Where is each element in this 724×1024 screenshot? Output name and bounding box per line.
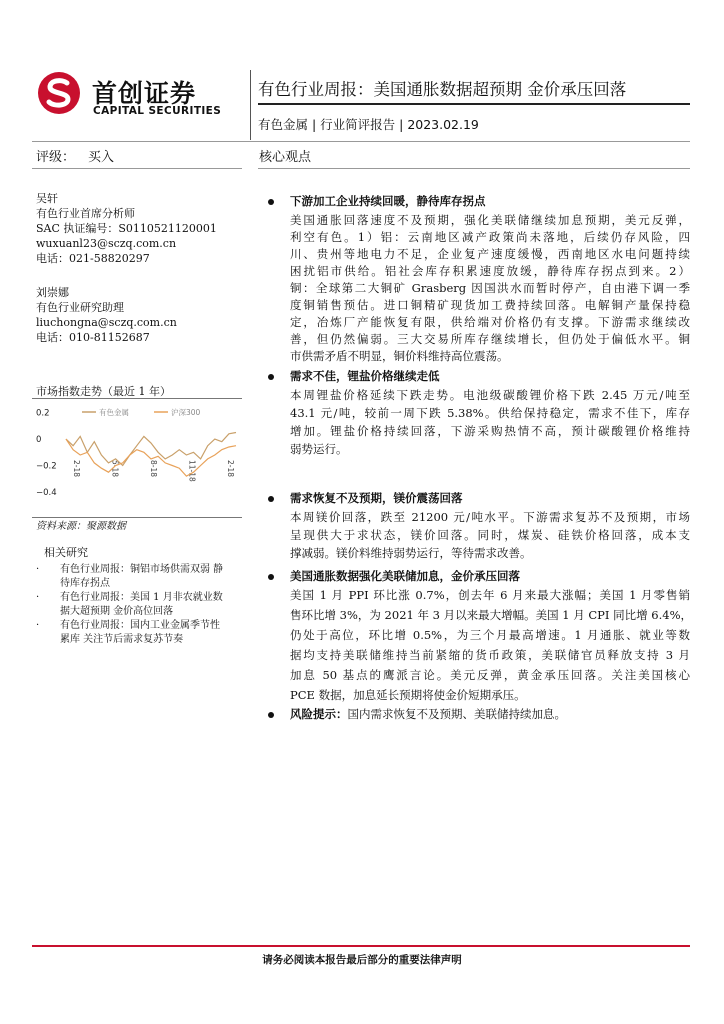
section-line: PCE 数据，加息延长预期将使金价短期承压。 — [290, 688, 526, 702]
analyst-name: 刘崇娜 — [36, 286, 69, 299]
analyst-email[interactable]: wuxuanl23@sczq.com.cn — [36, 237, 177, 250]
section-line: 定，冶炼厂产能恢复有限，供给端对价格仍有支撑。下游需求继续改 — [290, 315, 690, 329]
analyst-phone: 电话：021-58820297 — [36, 252, 150, 265]
legend-label: 有色金属 — [99, 408, 129, 417]
section-line: 本周锂盐价格延续下跌走势。电池级碳酸锂价格下跌 2.45 万元/吨至 — [290, 388, 690, 402]
section-line: 美国通胀回落速度不及预期，强化美联储继续加息预期，美元反弹， — [290, 213, 690, 227]
section-line: 市供需矛盾不明显，铜价料维持高位震荡。 — [290, 349, 509, 363]
section-line: 善，但仍然偏弱。三大交易所库存继续增长，但仍处于偏低水平。铜 — [290, 332, 690, 346]
section-line: 加息 50 基点的鹰派言论。美元反弹，黄金承压回落。关注美国核心 — [290, 668, 690, 682]
section-line: 铜：全球第二大铜矿 Grasberg 因国洪水而暂时停产，自由港下调一季 — [290, 281, 690, 295]
x-tick-label: 5-18 — [110, 460, 120, 478]
y-tick-label: −0.2 — [36, 461, 57, 472]
related-bullet: · — [36, 592, 40, 603]
section-line: 撑减弱。镁价料维持弱势运行，等待需求改善。 — [290, 546, 532, 560]
related-line: 有色行业周报：铜铝市场供需双弱 静 — [60, 564, 224, 575]
header-rule — [258, 103, 690, 105]
risk-bullet — [268, 712, 274, 718]
section-line: 仍处于高位，环比增 0.5%，为三个月最高增速。1 月通胀、就业等数 — [290, 628, 690, 642]
related-item[interactable] — [36, 563, 246, 593]
section-bullet — [268, 374, 274, 380]
section-bullet — [268, 199, 274, 205]
related-line: 累库 关注节后需求复苏节奏 — [60, 634, 184, 645]
analyst-title: 有色行业研究助理 — [36, 301, 124, 314]
y-tick-label: 0 — [36, 435, 42, 446]
related-bullet: · — [36, 620, 40, 631]
brand-name-cn: 首创证券 — [92, 79, 197, 108]
x-tick-label: 2-18 — [72, 460, 81, 478]
section-line: 本周镁价回落，跌至 21200 元/吨水平。下游需求复苏不及预期，市场 — [290, 510, 690, 524]
risk-label: 风险提示： — [290, 707, 348, 721]
core-view-divider — [258, 168, 690, 169]
brand-name-en: CAPITAL SECURITIES — [93, 105, 222, 117]
related-item[interactable] — [36, 591, 246, 621]
x-tick-label: 8-18 — [149, 460, 158, 478]
section-heading: 需求不佳，锂盐价格继续走低 — [290, 369, 440, 383]
logo-mark-icon — [36, 70, 82, 116]
analyst-name: 吴轩 — [36, 192, 58, 205]
footer-rule — [32, 945, 690, 947]
x-tick-label: 2-18 — [226, 460, 235, 478]
rating-label: 评级： — [36, 150, 76, 165]
rating-value: 买入 — [88, 150, 115, 165]
section-bullet — [268, 574, 274, 580]
section-line: 利空有色。1）铝：云南地区减产政策尚未落地，后续仍存风险，四 — [290, 230, 690, 244]
footer-disclaimer[interactable]: 请务必阅读本报告最后部分的重要法律声明 — [262, 954, 462, 966]
section-line: 售环比增 3%，为 2021 年 3 月以来最大增幅。美国 1 月 CPI 同比增 6.4%， — [290, 608, 692, 622]
section-line: 呈现供大于求状态，镁价回落。同时，煤炭、硅铁价格回落，成本支 — [290, 528, 690, 542]
analyst-email[interactable]: liuchongna@sczq.com.cn — [36, 316, 177, 329]
related-line: 待库存拐点 — [60, 578, 110, 589]
y-tick-label: 0.2 — [36, 408, 50, 419]
related-line: 据大超预期 金价高位回落 — [60, 606, 174, 617]
x-tick-label: 11-18 — [187, 460, 197, 482]
section-heading: 需求恢复不及预期，镁价震荡回落 — [290, 491, 463, 505]
section-line: 度铜销售预估。进口铜精矿现货加工费持续回落。电解铜产量保持稳 — [290, 298, 690, 312]
related-item[interactable] — [36, 619, 246, 649]
chart-title: 市场指数走势（最近 1 年） — [36, 385, 171, 398]
section-line: 美国 1 月 PPI 环比涨 0.7%，创去年 6 月来最大涨幅；美国 1 月零售销 — [290, 588, 690, 602]
risk-text: 国内需求恢复不及预期、美联储持续加息。 — [347, 707, 566, 721]
analyst-title: 有色行业首席分析师 — [36, 207, 135, 220]
section-heading: 美国通胀数据强化美联储加息，金价承压回落 — [290, 569, 520, 583]
section-line: 据均支持美联储维持当前紧缩的货币政策，美联储官员释放支持 3 月 — [290, 648, 690, 662]
related-bullet: · — [36, 564, 40, 575]
report-meta: 有色金属 | 行业简评报告 | 2023.02.19 — [258, 117, 479, 132]
section-line: 43.1 元/吨，较前一周下跌 5.38%。供给保持稳定，需求不佳下，库存 — [290, 406, 690, 420]
core-view-title: 核心观点 — [259, 150, 312, 165]
related-research-title: 相关研究 — [44, 546, 88, 559]
analyst-phone: 电话：010-81152687 — [36, 331, 150, 344]
chart-source: 资料来源：聚源数据 — [36, 521, 126, 532]
market-index-chart — [32, 400, 242, 514]
brand-logo — [36, 70, 236, 120]
related-line: 有色行业周报：国内工业金属季节性 — [60, 620, 220, 631]
header-divider-vertical — [250, 70, 251, 140]
related-line: 有色行业周报：美国 1 月非农就业数 — [60, 592, 223, 603]
section-heading: 下游加工企业持续回暖，静待库存拐点 — [290, 194, 486, 208]
section-line: 增加。锂盐价格持续回落，下游采购热情不高，预计碳酸锂价格维持 — [290, 424, 690, 438]
y-tick-label: −0.4 — [36, 488, 57, 498]
analyst-cert: SAC 执证编号：S0110521120001 — [36, 222, 217, 235]
section-bullet — [268, 496, 274, 502]
section-line: 困扰铝市供给。铝社会库存积累速度放缓，静待库存拐点到来。2） — [290, 264, 690, 278]
report-title: 有色行业周报：美国通胀数据超预期 金价承压回落 — [258, 80, 627, 99]
section-line: 弱势运行。 — [290, 442, 348, 456]
risk-warning — [290, 706, 566, 722]
legend-label: 沪深300 — [171, 408, 201, 417]
section-line: 川、贵州等地电力不足，企业复产速度缓慢，西南地区水电问题持续 — [290, 247, 690, 261]
header-divider — [32, 141, 690, 142]
rating-divider — [32, 168, 242, 169]
